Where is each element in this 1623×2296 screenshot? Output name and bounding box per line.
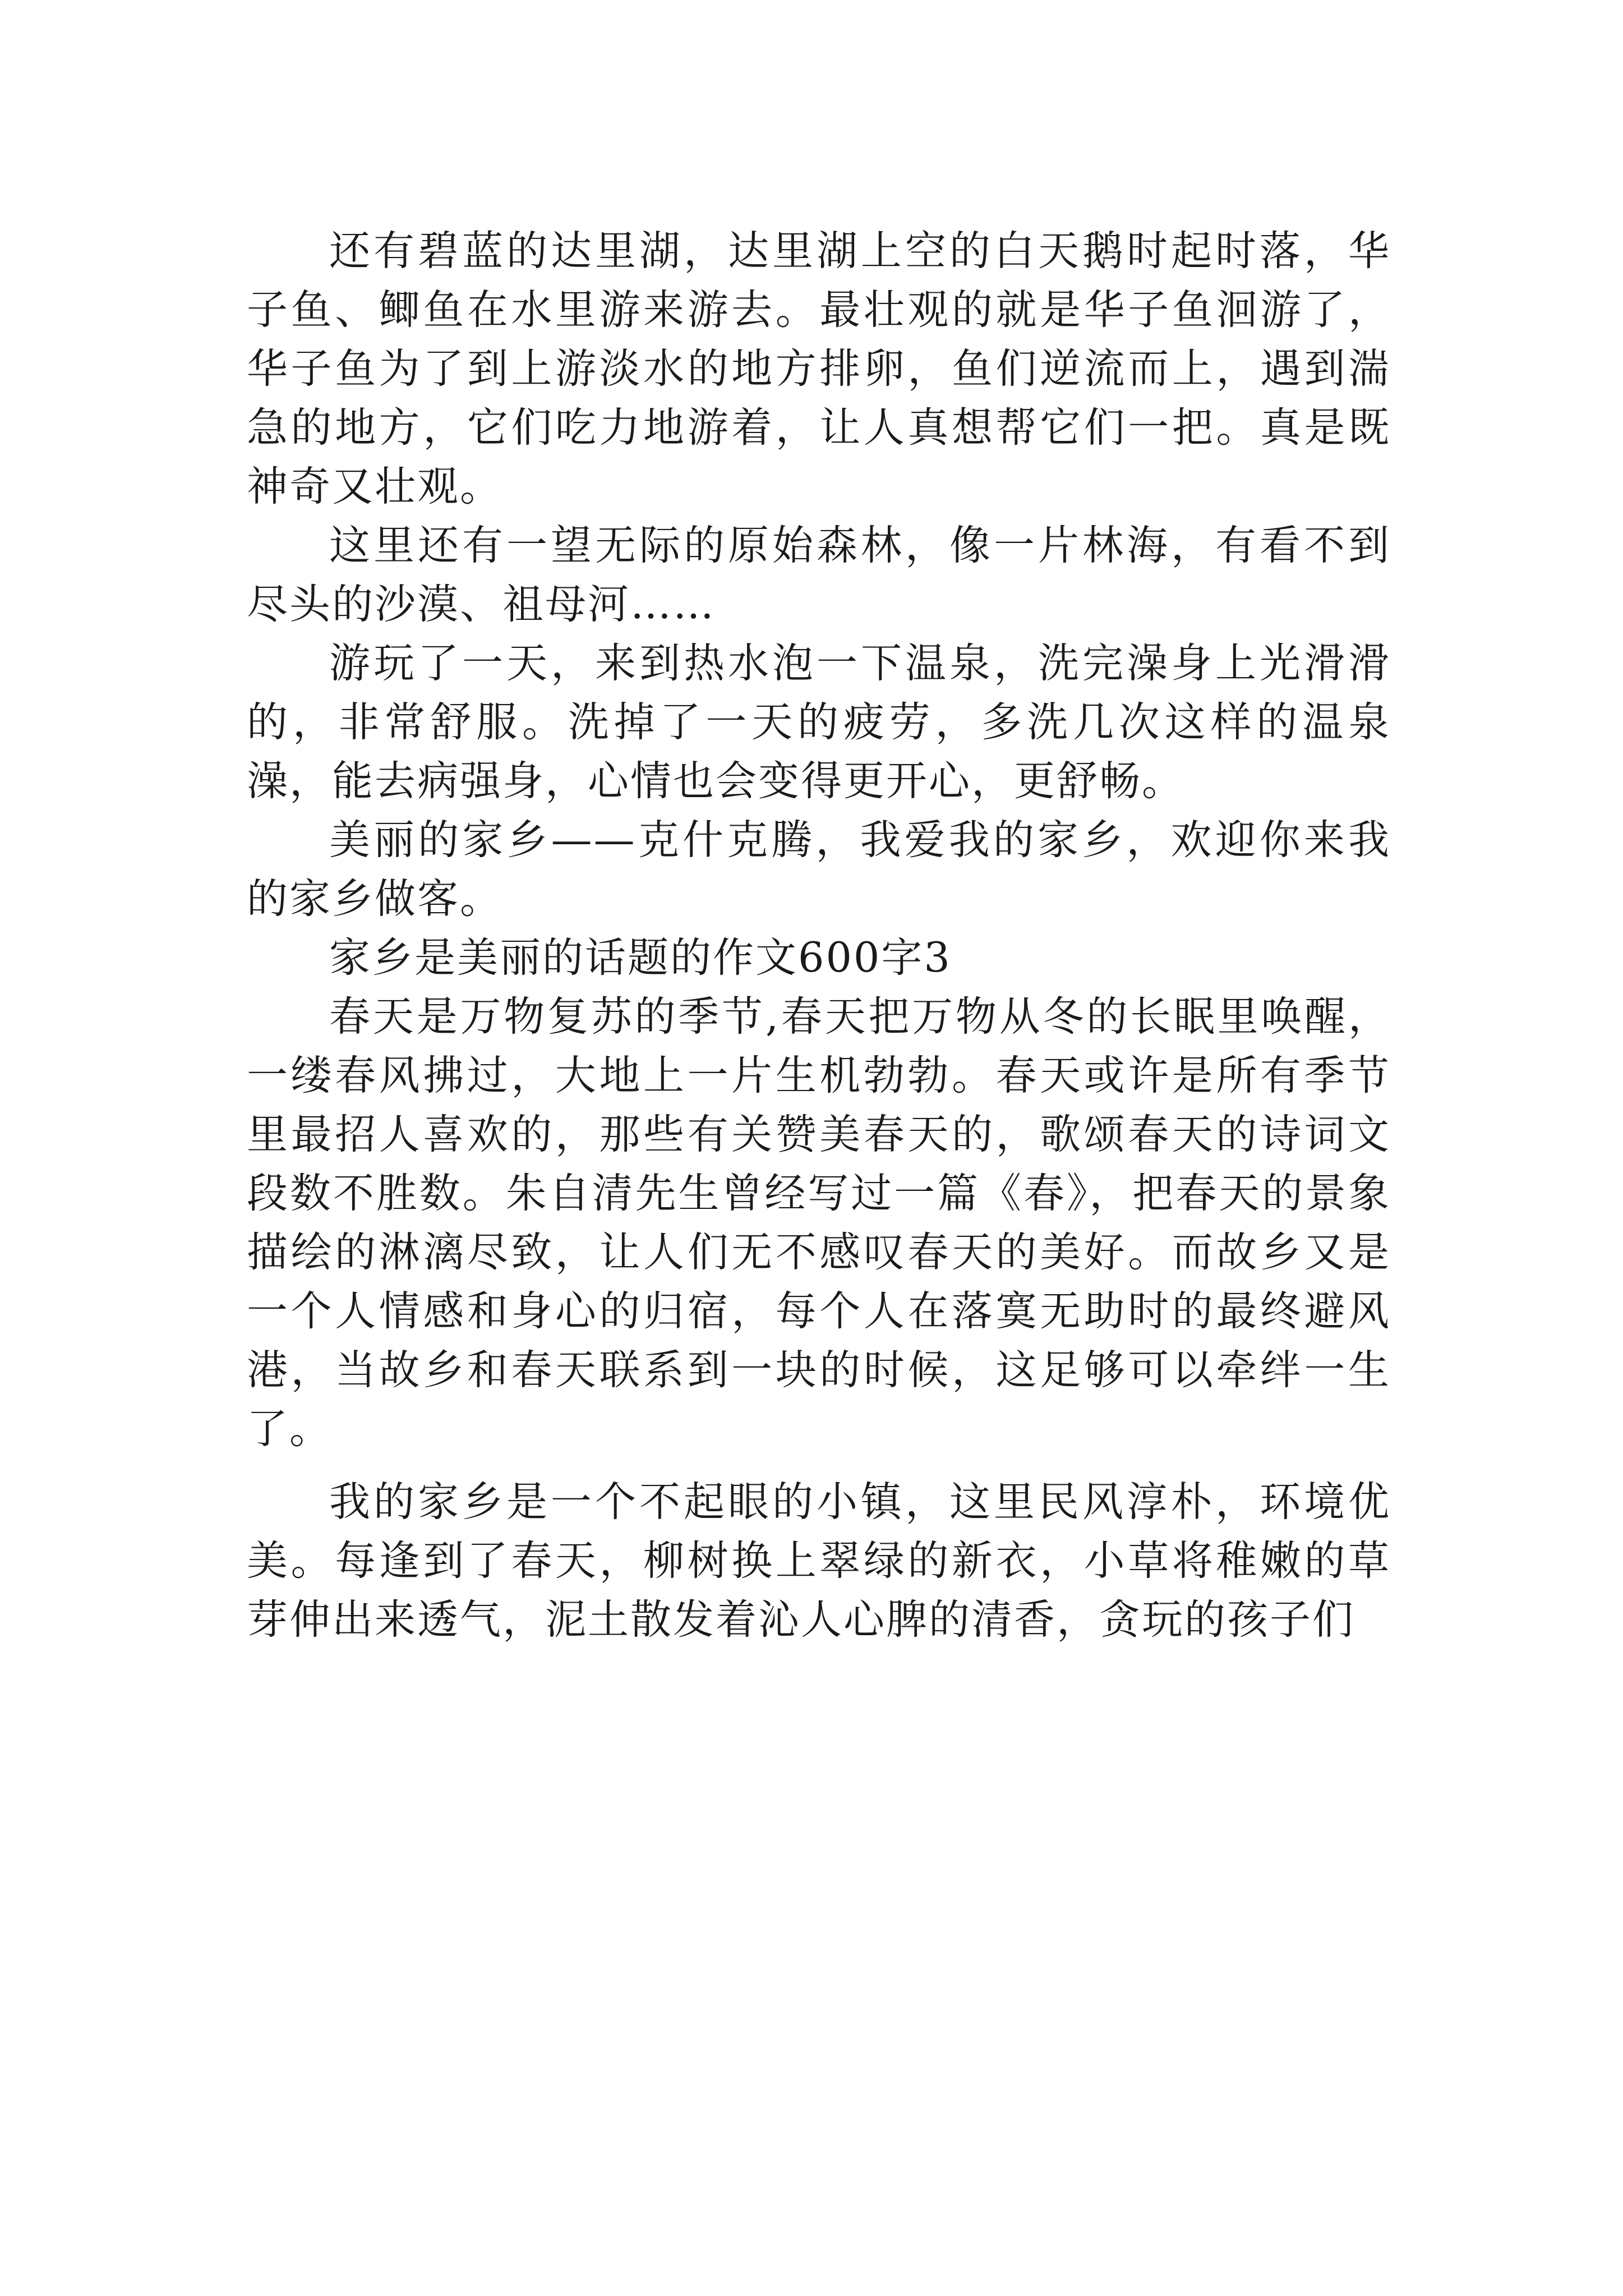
paragraph-forest: 这里还有一望无际的原始森林，像一片林海，有看不到尽头的沙漠、祖母河…… xyxy=(247,522,1391,628)
paragraph-hometown-welcome: 美丽的家乡——克什克腾，我爱我的家乡，欢迎你来我的家乡做客。 xyxy=(247,816,1391,923)
paragraph-small-town: 我的家乡是一个不起眼的小镇，这里民风淳朴，环境优美。每逢到了春天，柳树换上翠绿的新衣，小草将稚嫩的草芽伸出来透气，泥土散发着沁人心脾的清香，贪玩的孩子们 xyxy=(247,1478,1391,1644)
essay-heading: 家乡是美丽的话题的作文600字3 xyxy=(329,934,952,982)
paragraph-spring: 春天是万物复苏的季节,春天把万物从冬的长眠里唤醒，一缕春风拂过，大地上一片生机勃勃。春天或许是所有季节里最招人喜欢的，那些有关赞美春天的，歌颂春天的诗词文段数不胜数。朱自清先生曾经写过一篇《春》，把春天的景象描绘的淋漓尽致，让人们无不感叹春天的美好。而故乡又是一个人情感和身心的归宿，每个人在落寞无助时的最终避风港，当故乡和春天联系到一块的时候，这足够可以牵绊一生了。 xyxy=(247,993,1391,1453)
paragraph-hot-spring: 游玩了一天，来到热水泡一下温泉，洗完澡身上光滑滑的，非常舒服。洗掉了一天的疲劳，多洗几次这样的温泉澡，能去病强身，心情也会变得更开心，更舒畅。 xyxy=(247,639,1391,805)
document-body xyxy=(247,222,1391,1649)
paragraph-dali-lake: 还有碧蓝的达里湖，达里湖上空的白天鹅时起时落，华子鱼、鲫鱼在水里游来游去。最壮观的就是华子鱼洄游了，华子鱼为了到上游淡水的地方排卵，鱼们逆流而上，遇到湍急的地方，它们吃力地游着，让人真想帮它们一把。真是既神奇又壮观。 xyxy=(247,227,1391,510)
